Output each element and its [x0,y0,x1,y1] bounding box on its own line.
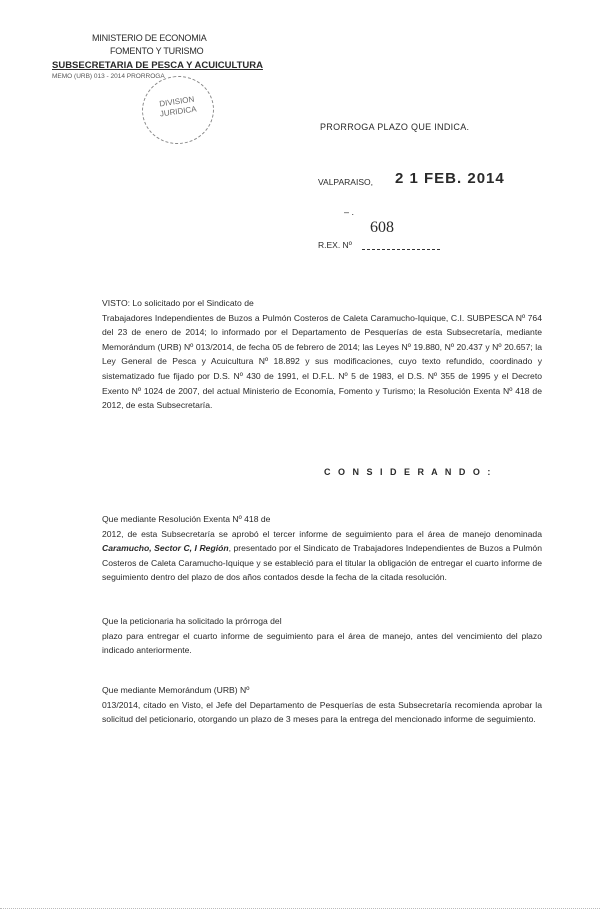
resolution-label: R.EX. Nº [318,240,352,250]
visto-body: Trabajadores Independientes de Buzos a Pulmón Costeros de Caleta Caramucho-Iquique, C.I. SUBPESCA Nº 764 del 23 de enero de 2014; lo informado por el Departamento de Pesquerías de esta Subsecretaría, mediante Memorándum (URB) Nº 013/2014, de fecha 05 de febrero de 2014; las Leyes Nº 19.880, Nº 20.437 y Nº 20.657; la Ley General de Pesca y Acuicultura Nº 18.892 y sus modificaciones, cuyo texto refundido, coordinado y sistematizado fue fijado por D.S. Nº 430 de 1991, el D.F.L. Nº 5 de 1983, el D.S. Nº 355 de 1995 y el Decreto Exento Nº 1024 de 2007, del actual Ministerio de Economía, Fomento y Turismo; la Resolución Exenta Nº 418 de 2012, de esta Subsecretaría. [102,312,542,411]
p3-body: 013/2014, citado en Visto, el Jefe del Departamento de Pesquerías de esta Subsecretaría recomienda aprobar la solicitud del peticionario, otorgando un plazo de 3 meses para la entrega del mencionado informe de seguimiento. [102,699,542,725]
division-juridica-stamp [138,71,219,148]
p1-lead: Que mediante Resolución Exenta Nº 418 de [102,514,271,524]
considerando-paragraph-1 [102,512,542,585]
visto-paragraph [102,296,542,413]
stamp-label: DIVISION JURIDICA [158,94,198,119]
subsecretaria-name: SUBSECRETARIA DE PESCA Y ACUICULTURA [52,60,263,71]
considerando-heading: C O N S I D E R A N D O : [324,467,493,477]
resolution-date: 2 1 FEB. 2014 [395,170,505,187]
ministry-name: MINISTERIO DE ECONOMIA [92,33,207,43]
p2-lead: Que la peticionaria ha solicitado la prórroga del [102,616,282,626]
considerando-paragraph-2 [102,614,542,658]
p1-body [102,527,542,585]
p1-body-a: 2012, de esta Subsecretaría se aprobó el tercer informe de seguimiento para el área de manejo denominada [102,528,542,539]
visto-lead: VISTO: Lo solicitado por el Sindicato de [102,298,254,308]
p3-lead: Que mediante Memorándum (URB) Nº [102,685,250,695]
p1-body-b: , presentado por el Sindicato de Trabajadores Independientes de Buzos a Pulmón Costeros de Caleta Caramucho-Iquique y se estableció para el titular la obligación de entregar el cuarto informe de seguimiento dentro del plazo de dos años contados desde la fecha de la citada resolución. [102,543,542,583]
considerando-paragraph-3 [102,683,542,727]
scan-edge [0,908,600,909]
place-label: VALPARAISO, [318,177,373,187]
dash-mark: – . [344,207,355,217]
memo-reference: MEMO (URB) 013 - 2014 PRORROGA [52,73,165,80]
document-topic: PRORROGA PLAZO QUE INDICA. [320,122,470,132]
resolution-number: 608 [370,219,394,236]
p1-area-name: Caramucho, Sector C, I Región [102,543,229,554]
p2-body: plazo para entregar el cuarto informe de seguimiento para el área de manejo, antes del vencimiento del plazo indicado anteriormente. [102,630,542,656]
ministry-fomento: FOMENTO Y TURISMO [110,46,204,56]
resolution-number-line [362,249,440,250]
